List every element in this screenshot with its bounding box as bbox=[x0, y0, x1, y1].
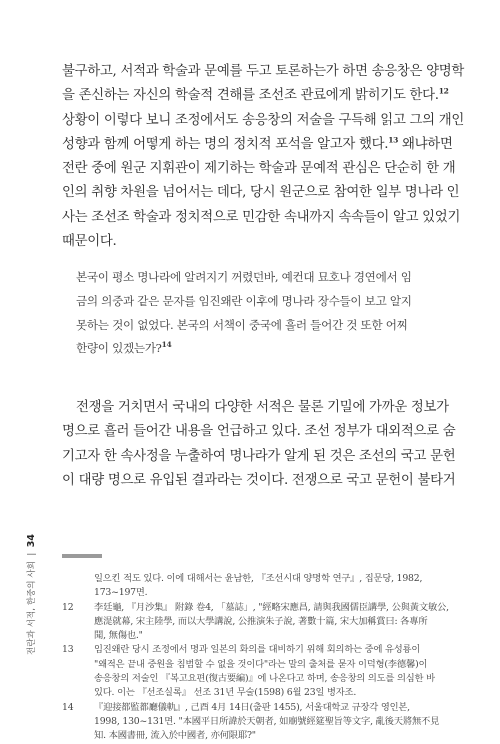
footnote-line: 일으킨 적도 있다. 이에 대해서는 윤남한, 『조선시대 양명학 연구』, 집문당, 1982, bbox=[94, 573, 423, 584]
footnote-number: 12 bbox=[62, 601, 74, 613]
footnote-continued bbox=[62, 572, 462, 601]
footnote-line: 知. 本國書冊, 流入於中國者, 亦何限耶?" bbox=[94, 730, 256, 742]
running-title: 전란과 서적, 한중의 사회 bbox=[27, 561, 37, 655]
text-line: 불구하고, 서적과 학술과 문예를 두고 토론하는가 하면 송응창은 양명학 bbox=[62, 64, 465, 79]
text-line: 전쟁을 거치면서 국내의 다양한 서적은 물론 기밀에 가까운 정보가 bbox=[76, 400, 449, 415]
footnote-13 bbox=[62, 643, 462, 700]
text-line: 을 존신하는 자신의 학술적 견해를 조선조 관료에게 밝히기도 한다.$^{12}$ bbox=[62, 86, 449, 104]
footnote-line: 1998, 130~131면. "本國平日所諱於天朝者, 如廟號經筵聖旨等文字, 亂後天將無不見 bbox=[94, 715, 440, 727]
text-line: 사는 조선조 학술과 정치적으로 민감한 속내까지 속속들이 알고 있었기 bbox=[62, 209, 461, 225]
divider: | bbox=[27, 549, 37, 559]
footnote-number: 13 bbox=[62, 644, 74, 656]
text-line: 기고자 한 속사정을 누출하여 명나라가 알게 된 것은 조선의 국고 문헌 bbox=[62, 448, 456, 464]
footnote-number: 14 bbox=[62, 701, 74, 713]
quote-line: 금의 의중과 같은 문자를 임진왜란 이후에 명나라 장수들이 보고 알지 bbox=[76, 293, 412, 308]
running-title-with-page bbox=[24, 535, 40, 655]
text-line: 전란 중에 원군 지휘관이 제기하는 학술과 문예적 관심은 단순히 한 개 bbox=[62, 161, 456, 177]
body-paragraph-1 bbox=[62, 60, 465, 254]
footnote-line: 應湜就幕, 宋主陸學, 而以大學講說, 公推演朱子說, 著數十篇, 宋大加稱賞曰: 各專所 bbox=[94, 615, 428, 627]
footnote-divider bbox=[62, 554, 102, 558]
footnote-line: 李廷龜, 『月沙集』 附錄 卷4, 「墓誌」, "經略宋應昌, 請與我國儒臣講學, 公與黃文敏公, bbox=[94, 601, 449, 613]
footnote-ref-14[interactable]: 14 bbox=[161, 340, 172, 350]
text-line: 상황이 이렇다 보니 조정에서도 송응창의 저술을 구득해 읽고 그의 개인 bbox=[62, 112, 465, 128]
body-paragraph-2 bbox=[62, 396, 462, 493]
footnote-ref-12[interactable]: 12 bbox=[438, 86, 449, 96]
text-line: 인의 취향 차원을 넘어서는 데다, 당시 원군으로 참여한 일부 명나라 인 bbox=[62, 185, 460, 201]
text-line: 때문이다. bbox=[62, 234, 117, 250]
footnotes bbox=[62, 572, 462, 744]
footnote-14 bbox=[62, 701, 462, 744]
footnote-line: "왜적은 끝내 중원을 침범할 수 없을 것이다"라는 말의 출처를 묻자 이덕형(李德馨)이 bbox=[94, 658, 428, 670]
footnote-line: 聞, 無傷也." bbox=[94, 630, 143, 642]
footnote-12 bbox=[62, 601, 462, 644]
text-line: 성향과 함께 어떻게 하는 명의 정치적 포석을 알고자 했다.$^{13}$ 왜냐하면 bbox=[62, 135, 453, 152]
page-number: 34 bbox=[26, 533, 37, 548]
footnote-line: 송응창의 저술인 『복고요편(復古要編)』에 나온다고 하며, 송응창의 의도를 의심한 바 bbox=[94, 673, 435, 685]
quote-line: 한량이 있겠는가?$^{14}$ bbox=[76, 340, 172, 356]
text-line: 명으로 흘러 들어간 내용을 언급하고 있다. 조선 정부가 대외적으로 숨 bbox=[62, 424, 456, 440]
footnote-ref-13[interactable]: 13 bbox=[388, 135, 399, 145]
footnote-line: 『迎接都監都廳儀軌』, 己酉 4月 14日(출판 1455), 서울대학교 규장각 영인본, bbox=[94, 701, 410, 713]
quote-line: 못하는 것이 없었다. 본국의 서책이 중국에 흘러 들어간 것 또한 어찌 bbox=[76, 317, 408, 332]
footnote-line: 있다. 이는 『선조실록』 선조 31년 무술(1598) 6월 23일 병자조. bbox=[94, 687, 357, 699]
text-line: 이 대량 명으로 유입된 결과라는 것이다. 전쟁으로 국고 문헌이 불타거 bbox=[62, 472, 456, 488]
footnote-line: 173~197면. bbox=[94, 587, 148, 599]
footnote-line: 임진왜란 당시 조정에서 명과 일본의 화의를 대비하기 위해 회의하는 중에 유성룡이 bbox=[94, 644, 421, 656]
block-quote bbox=[76, 266, 448, 361]
quote-line: 본국이 평소 명나라에 알려지기 꺼렸던바, 예컨대 묘호나 경연에서 임 bbox=[76, 270, 412, 284]
running-header-vertical bbox=[24, 535, 40, 655]
